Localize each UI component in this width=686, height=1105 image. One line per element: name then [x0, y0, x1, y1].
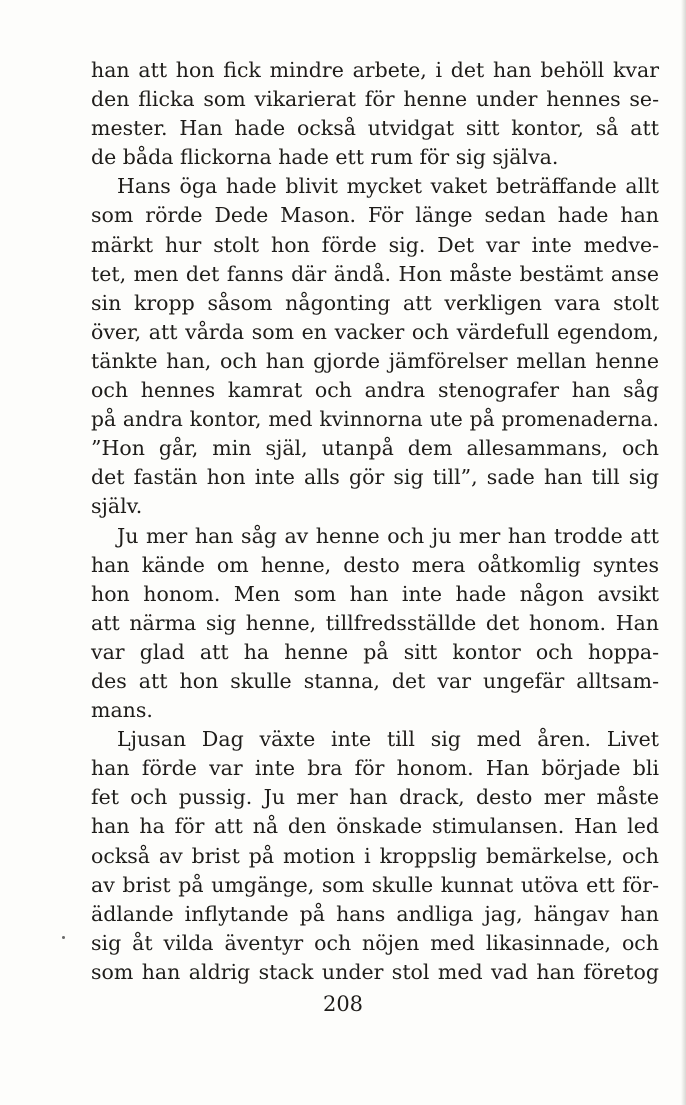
- text-line: av brist på umgänge, som skulle kunnat utöva ett för-: [91, 872, 659, 897]
- text-line: tänkte han, och han gjorde jämförelser mellan henne: [91, 348, 659, 373]
- text-line: som rörde Dede Mason. För länge sedan hade han: [91, 203, 659, 228]
- text-line: Ljusan Dag växte inte till sig med åren. Livet: [117, 727, 659, 752]
- text-line: och hennes kamrat och andra stenografer han såg: [91, 378, 659, 403]
- text-line: själv.: [91, 494, 143, 519]
- text-line: hon honom. Men som han inte hade någon avsikt: [91, 581, 659, 606]
- text-line: också av brist på motion i kroppslig bemärkelse, och: [91, 843, 659, 868]
- text-line: sin kropp såsom någonting att verkligen vara stolt: [91, 290, 659, 315]
- text-line: över, att vårda som en vacker och värdefull egendom,: [91, 319, 659, 344]
- text-line: märkt hur stolt hon förde sig. Det var inte medve-: [91, 232, 659, 257]
- text-line: var glad att ha henne på sitt kontor och hoppa-: [91, 639, 659, 664]
- text-line: sig åt vilda äventyr och nöjen med likasinnade, och: [91, 930, 659, 955]
- text-line: Hans öga hade blivit mycket vaket beträffande allt: [117, 174, 659, 199]
- body-text: [91, 56, 659, 987]
- text-line: fet och pussig. Ju mer han drack, desto mer måste: [91, 785, 659, 810]
- text-line: den flicka som vikarierat för henne under hennes se-: [91, 87, 659, 112]
- text-line: att närma sig henne, tillfredsställde det honom. Han: [91, 610, 659, 635]
- page-number: 208: [322, 992, 364, 1016]
- text-line: han förde var inte bra för honom. Han började bli: [91, 756, 659, 781]
- page-edge: [681, 0, 686, 1105]
- text-line: Ju mer han såg av henne och ju mer han trodde att: [117, 523, 659, 548]
- text-line: tet, men det fanns där ändå. Hon måste bestämt anse: [91, 261, 659, 286]
- text-line: de båda flickorna hade ett rum för sig själva.: [91, 145, 559, 170]
- text-line: han att hon fick mindre arbete, i det han behöll kvar: [91, 58, 659, 82]
- text-line: ädlande inflytande på hans andliga jag, hängav han: [91, 901, 659, 926]
- text-line: ”Hon går, min själ, utanpå dem allesammans, och: [91, 436, 659, 461]
- margin-speck: [62, 936, 65, 939]
- text-line: han kände om henne, desto mera oåtkomlig syntes: [91, 552, 659, 577]
- text-line: på andra kontor, med kvinnorna ute på promenaderna.: [91, 407, 659, 432]
- text-line: mans.: [91, 698, 153, 723]
- text-line: mester. Han hade också utvidgat sitt kontor, så att: [91, 116, 659, 141]
- text-line: des att hon skulle stanna, det var ungefär alltsam-: [91, 668, 659, 693]
- text-line: det fastän hon inte alls gör sig till”, sade han till sig: [91, 465, 659, 490]
- text-line: som han aldrig stack under stol med vad han företog: [91, 959, 659, 984]
- text-line: han ha för att nå den önskade stimulansen. Han led: [91, 814, 659, 839]
